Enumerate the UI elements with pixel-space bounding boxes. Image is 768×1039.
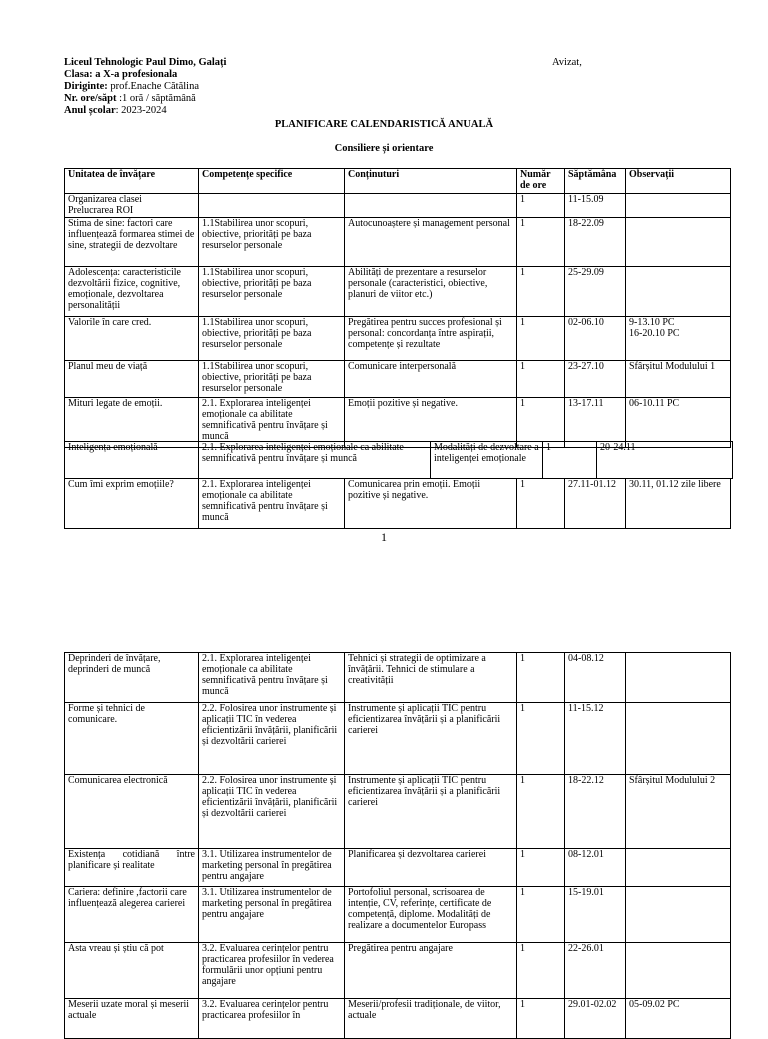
cell-unit: Planul meu de viață — [65, 361, 199, 398]
teacher-label: Diriginte: — [64, 81, 108, 92]
teacher-value: prof.Enache Cătălina — [107, 81, 199, 92]
hours-label: Nr. ore/săpt — [64, 93, 117, 104]
table-row — [65, 479, 731, 529]
cell-competence: 2.1. Explorarea inteligenței emoționale ca abilitate semnificativă pentru învățare și muncă — [199, 398, 345, 448]
cell-competence: 3.2. Evaluarea cerințelor pentru practicarea profesiilor în — [199, 999, 345, 1039]
cell-content: Modalități de dezvoltare a inteligenței emoționale — [431, 442, 543, 479]
cell-competence: 3.2. Evaluarea cerințelor pentru practicarea profesiilor în vederea formulării unor opțiuni pentru angajare — [199, 943, 345, 999]
cell-hours: 1 — [517, 267, 565, 317]
cell-content: Planificarea și dezvoltarea carierei — [345, 849, 517, 887]
document-header — [64, 57, 226, 117]
cell-competence: 2.2. Folosirea unor instrumente și aplicații TIC în vederea eficientizării învățării, planificării și dezvoltării carierei — [199, 703, 345, 775]
cell-week: 04-08.12 — [565, 653, 626, 703]
cell-content: Comunicarea prin emoții. Emoții pozitive și negative. — [345, 479, 517, 529]
cell-competence: 2.1. Explorarea inteligenței emoționale ca abilitate semnificativă pentru învățare și muncă — [199, 479, 345, 529]
cell-competence: 3.1. Utilizarea instrumentelor de marketing personal în pregătirea pentru angajare — [199, 887, 345, 943]
cell-unit: Meserii uzate moral și meserii actuale — [65, 999, 199, 1039]
hours-line — [64, 93, 226, 105]
school-name: Liceul Tehnologic Paul Dimo, Galați — [64, 57, 227, 68]
cell-week: 20-24.11 — [597, 442, 733, 479]
class-line — [64, 69, 226, 81]
table-row — [65, 943, 731, 999]
cell-hours: 1 — [517, 479, 565, 529]
page-number: 1 — [381, 530, 387, 544]
cell-observations — [626, 849, 731, 887]
hours-value: :1 oră / săptămână — [116, 93, 196, 104]
cell-competence: 3.1. Utilizarea instrumentelor de marketing personal în pregătirea pentru angajare — [199, 849, 345, 887]
cell-unit: Adolescența: caracteristicile dezvoltării fizice, cognitive, emoționale, dezvoltarea personalității — [65, 267, 199, 317]
cell-unit: Organizarea clasei Prelucrarea ROI — [65, 194, 199, 218]
column-header: Unitatea de învățare — [65, 169, 199, 194]
cell-content: Abilități de prezentare a resurselor personale (caracteristici, obiective, planuri de viitor etc.) — [345, 267, 517, 317]
cell-unit: Stima de sine: factori care influențează formarea stimei de sine, strategii de dezvoltare — [65, 218, 199, 267]
cell-competence: 1.1Stabilirea unor scopuri, obiective, priorități pe baza resurselor personale — [199, 317, 345, 361]
cell-hours: 1 — [517, 999, 565, 1039]
cell-week: 29.01-02.02 — [565, 999, 626, 1039]
cell-hours: 1 — [517, 317, 565, 361]
school-line — [64, 57, 226, 69]
cell-week: 23-27.10 — [565, 361, 626, 398]
cell-observations — [626, 703, 731, 775]
table-row — [65, 317, 731, 361]
cell-hours: 1 — [517, 703, 565, 775]
cell-observations: 30.11, 01.12 zile libere — [626, 479, 731, 529]
cell-hours: 1 — [517, 218, 565, 267]
cell-competence: 2.2. Folosirea unor instrumente și aplicații TIC în vederea eficientizării învățării, planificării și dezvoltării carierei — [199, 775, 345, 849]
cell-hours: 1 — [517, 775, 565, 849]
cell-observations: 9-13.10 PC 16-20.10 PC — [626, 317, 731, 361]
column-header: Competențe specifice — [199, 169, 345, 194]
document-subtitle: Consiliere și orientare — [334, 143, 434, 154]
table-row — [65, 218, 731, 267]
table-row — [65, 849, 731, 887]
cell-content: Meserii/profesii tradiționale, de viitor, actuale — [345, 999, 517, 1039]
cell-content: Emoții pozitive și negative. — [345, 398, 517, 448]
approval-label: Avizat, — [552, 57, 582, 68]
cell-week: 11-15.12 — [565, 703, 626, 775]
year-label: Anul școlar — [64, 105, 116, 116]
cell-week: 11-15.09 — [565, 194, 626, 218]
column-header: Număr de ore — [517, 169, 565, 194]
cell-unit: Cum îmi exprim emoțiile? — [65, 479, 199, 529]
cell-hours: 1 — [543, 442, 597, 479]
cell-observations — [626, 653, 731, 703]
cell-unit: Existența cotidiană între planificare și realitate — [65, 849, 199, 887]
column-header: Săptămâna — [565, 169, 626, 194]
cell-week: 18-22.09 — [565, 218, 626, 267]
year-value: : 2023-2024 — [115, 105, 167, 116]
cell-observations — [626, 943, 731, 999]
teacher-line — [64, 81, 226, 93]
cell-content: Pregătirea pentru succes profesional și personal: concordanța între aspirații, competențe și rezultate — [345, 317, 517, 361]
cell-content: Instrumente și aplicații TIC pentru eficientizarea învățării și a planificării carierei — [345, 775, 517, 849]
cell-content: Tehnici și strategii de optimizare a învățării. Tehnici de stimulare a creativității — [345, 653, 517, 703]
cell-competence: 2.1. Explorarea inteligenței emoționale ca abilitate semnificativă pentru învățare și muncă — [199, 442, 431, 479]
cell-content: Comunicare interpersonală — [345, 361, 517, 398]
cell-content: Portofoliul personal, scrisoarea de intenție, CV, referințe, certificate de competență, diplome. Modalități de realizare a documentelor Europass — [345, 887, 517, 943]
table-row — [65, 999, 731, 1039]
cell-unit: Cariera: definire ,factorii care influențează alegerea carierei — [65, 887, 199, 943]
table-row — [65, 267, 731, 317]
cell-observations: 05-09.02 PC — [626, 999, 731, 1039]
cell-content: Instrumente și aplicații TIC pentru eficientizarea învățării și a planificării carierei — [345, 703, 517, 775]
table-row — [65, 194, 731, 218]
cell-hours: 1 — [517, 194, 565, 218]
cell-unit: Valorile în care cred. — [65, 317, 199, 361]
table-row — [65, 442, 733, 479]
table-row — [65, 361, 731, 398]
table-header-row — [65, 169, 731, 194]
cell-observations — [626, 267, 731, 317]
class-name: Clasa: a X-a profesionala — [64, 69, 178, 80]
cell-unit: Inteligența emoțională — [65, 442, 199, 479]
cell-hours: 1 — [517, 653, 565, 703]
column-header: Observații — [626, 169, 731, 194]
cell-week: 02-06.10 — [565, 317, 626, 361]
cell-unit: Comunicarea electronică — [65, 775, 199, 849]
cell-week: 13-17.11 — [565, 398, 626, 448]
cell-week: 18-22.12 — [565, 775, 626, 849]
cell-competence: 1.1Stabilirea unor scopuri, obiective, priorități pe baza resurselor personale — [199, 218, 345, 267]
table-row — [65, 775, 731, 849]
cell-week: 27.11-01.12 — [565, 479, 626, 529]
cell-unit: Forme și tehnici de comunicare. — [65, 703, 199, 775]
cell-content: Autocunoaștere și management personal — [345, 218, 517, 267]
document-title: PLANIFICARE CALENDARISTICĂ ANUALĂ — [274, 119, 494, 130]
cell-hours: 1 — [517, 849, 565, 887]
cell-unit: Mituri legate de emoții. — [65, 398, 199, 448]
planning-table-page1 — [64, 168, 731, 448]
cell-competence: 1.1Stabilirea unor scopuri, obiective, priorități pe baza resurselor personale — [199, 361, 345, 398]
cell-week: 15-19.01 — [565, 887, 626, 943]
planning-table-page2 — [64, 652, 731, 1039]
cell-observations — [626, 218, 731, 267]
cell-hours: 1 — [517, 361, 565, 398]
table-row — [65, 398, 731, 448]
table-row — [65, 653, 731, 703]
table-row-misaligned — [64, 441, 733, 479]
cell-competence: 2.1. Explorarea inteligenței emoționale ca abilitate semnificativă pentru învățare și muncă — [199, 653, 345, 703]
cell-observations — [626, 194, 731, 218]
cell-week: 22-26.01 — [565, 943, 626, 999]
cell-week: 25-29.09 — [565, 267, 626, 317]
cell-observations: Sfârșitul Modulului 2 — [626, 775, 731, 849]
cell-observations: 06-10.11 PC — [626, 398, 731, 448]
table-row — [65, 703, 731, 775]
cell-unit: Deprinderi de învățare, deprinderi de muncă — [65, 653, 199, 703]
cell-content — [345, 194, 517, 218]
cell-week: 08-12.01 — [565, 849, 626, 887]
cell-unit: Asta vreau și știu că pot — [65, 943, 199, 999]
column-header: Conținuturi — [345, 169, 517, 194]
year-line — [64, 105, 226, 117]
cell-content: Pregătirea pentru angajare — [345, 943, 517, 999]
cell-observations — [626, 887, 731, 943]
planning-table-page1-end — [64, 478, 731, 529]
cell-competence — [199, 194, 345, 218]
cell-hours: 1 — [517, 943, 565, 999]
cell-hours: 1 — [517, 887, 565, 943]
cell-competence: 1.1Stabilirea unor scopuri, obiective, priorități pe baza resurselor personale — [199, 267, 345, 317]
cell-hours: 1 — [517, 398, 565, 448]
cell-observations: Sfârșitul Modulului 1 — [626, 361, 731, 398]
table-row — [65, 887, 731, 943]
